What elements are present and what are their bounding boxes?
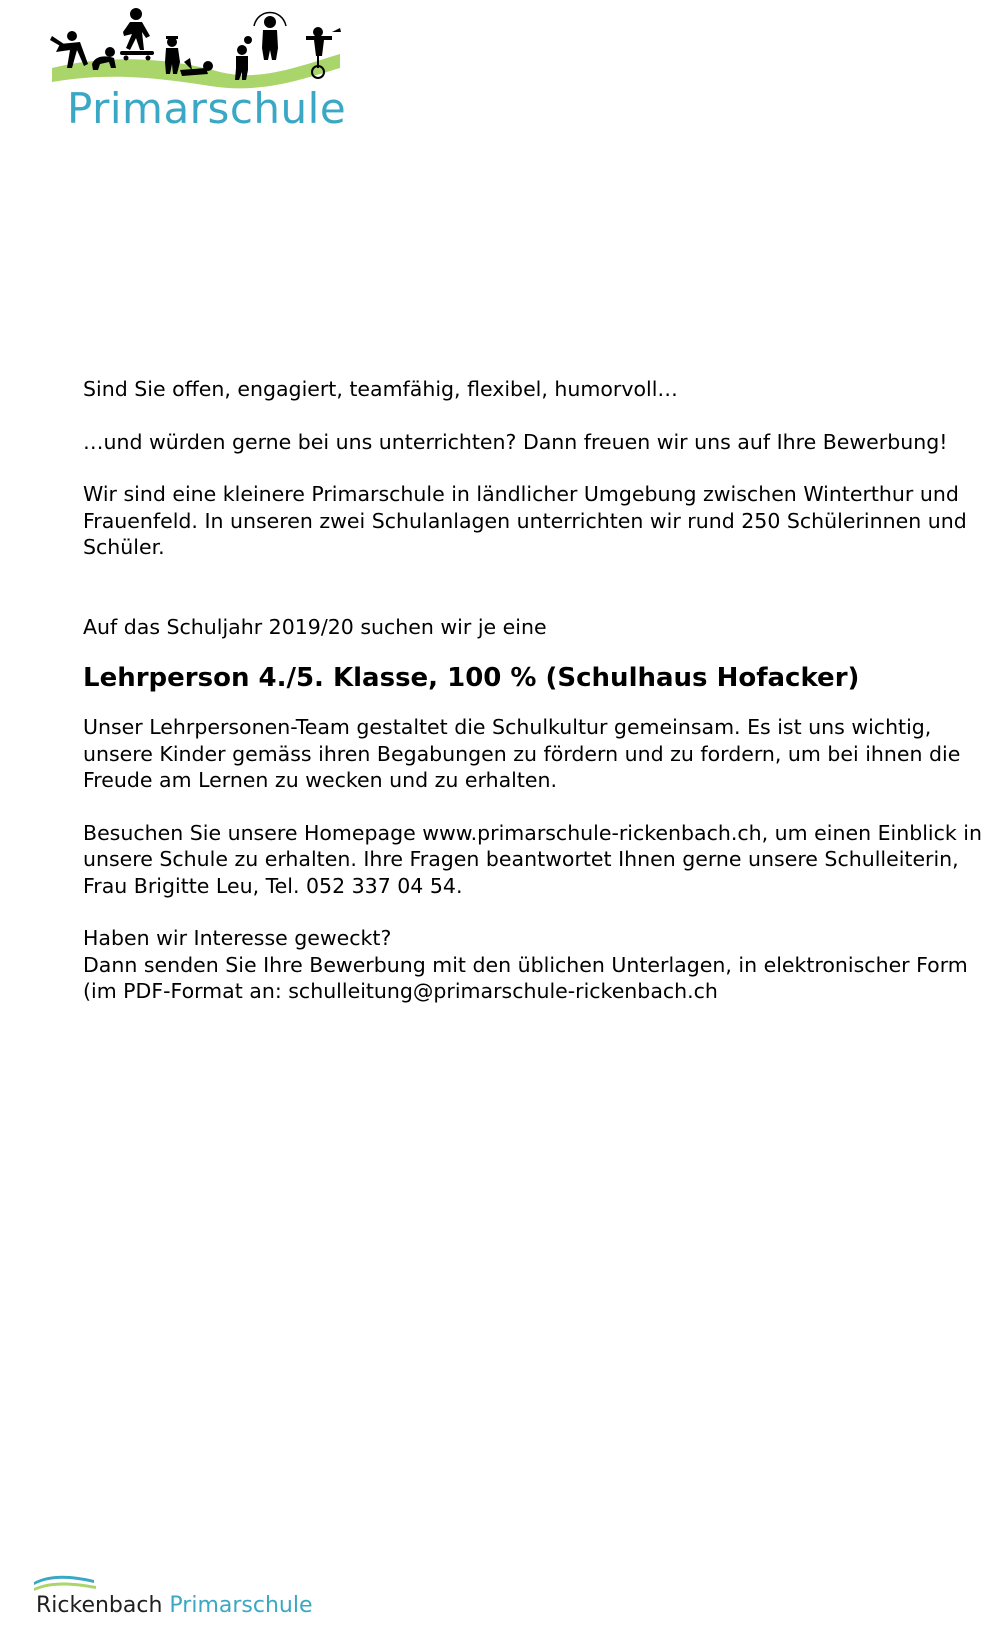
text-line: Frau Brigitte Leu, Tel. 052 337 04 54. bbox=[83, 873, 463, 898]
school-wordmark: Primarschule bbox=[67, 84, 347, 133]
application-instructions bbox=[83, 925, 983, 1005]
text-line: Schüler. bbox=[83, 535, 165, 559]
school-logo bbox=[50, 6, 350, 136]
job-posting-body bbox=[83, 376, 983, 1005]
job-title: Lehrperson 4./5. Klasse, 100 % (Schulhaus Hofacker) bbox=[83, 663, 860, 693]
footer-wordmark bbox=[36, 1595, 313, 1617]
text-line: unsere Kinder gemäss ihren Begabungen zu fördern und zu fordern, um bei ihnen die bbox=[83, 741, 961, 766]
text-line: Unser Lehrpersonen-Team gestaltet die Schulkultur gemeinsam. Es ist uns wichtig, bbox=[83, 715, 932, 739]
footer-logo bbox=[34, 1572, 334, 1624]
intro-invitation: …und würden gerne bei uns unterrichten? Dann freuen wir uns auf Ihre Bewerbung! bbox=[83, 429, 948, 454]
children-silhouettes-icon bbox=[50, 6, 350, 96]
job-lead: Auf das Schuljahr 2019/20 suchen wir je eine bbox=[83, 614, 547, 639]
contact-info bbox=[83, 820, 983, 900]
text-line: Freude am Lernen zu wecken und zu erhalten. bbox=[83, 768, 557, 792]
team-description bbox=[83, 714, 983, 794]
text-line: Dann senden Sie Ihre Bewerbung mit den üblichen Unterlagen, in elektronischer Form bbox=[83, 952, 968, 977]
intro-question: Sind Sie offen, engagiert, teamfähig, flexibel, humorvoll… bbox=[83, 377, 678, 401]
school-description bbox=[83, 481, 983, 561]
footer-word-rickenbach: Rickenbach bbox=[36, 1593, 163, 1618]
footer-word-primarschule: Primarschule bbox=[169, 1593, 313, 1618]
text-line: Frauenfeld. In unseren zwei Schulanlagen unterrichten wir rund 250 Schülerinnen und bbox=[83, 508, 967, 533]
text-line: Haben wir Interesse geweckt? bbox=[83, 926, 392, 950]
text-line: Besuchen Sie unsere Homepage www.primarschule-rickenbach.ch, um einen Einblick in bbox=[83, 820, 982, 845]
text-line: (im PDF-Format an: schulleitung@primarschule-rickenbach.ch bbox=[83, 979, 718, 1003]
text-line: unsere Schule zu erhalten. Ihre Fragen beantwortet Ihnen gerne unsere Schulleiterin, bbox=[83, 847, 959, 871]
text-line: Wir sind eine kleinere Primarschule in ländlicher Umgebung zwischen Winterthur und bbox=[83, 482, 959, 506]
